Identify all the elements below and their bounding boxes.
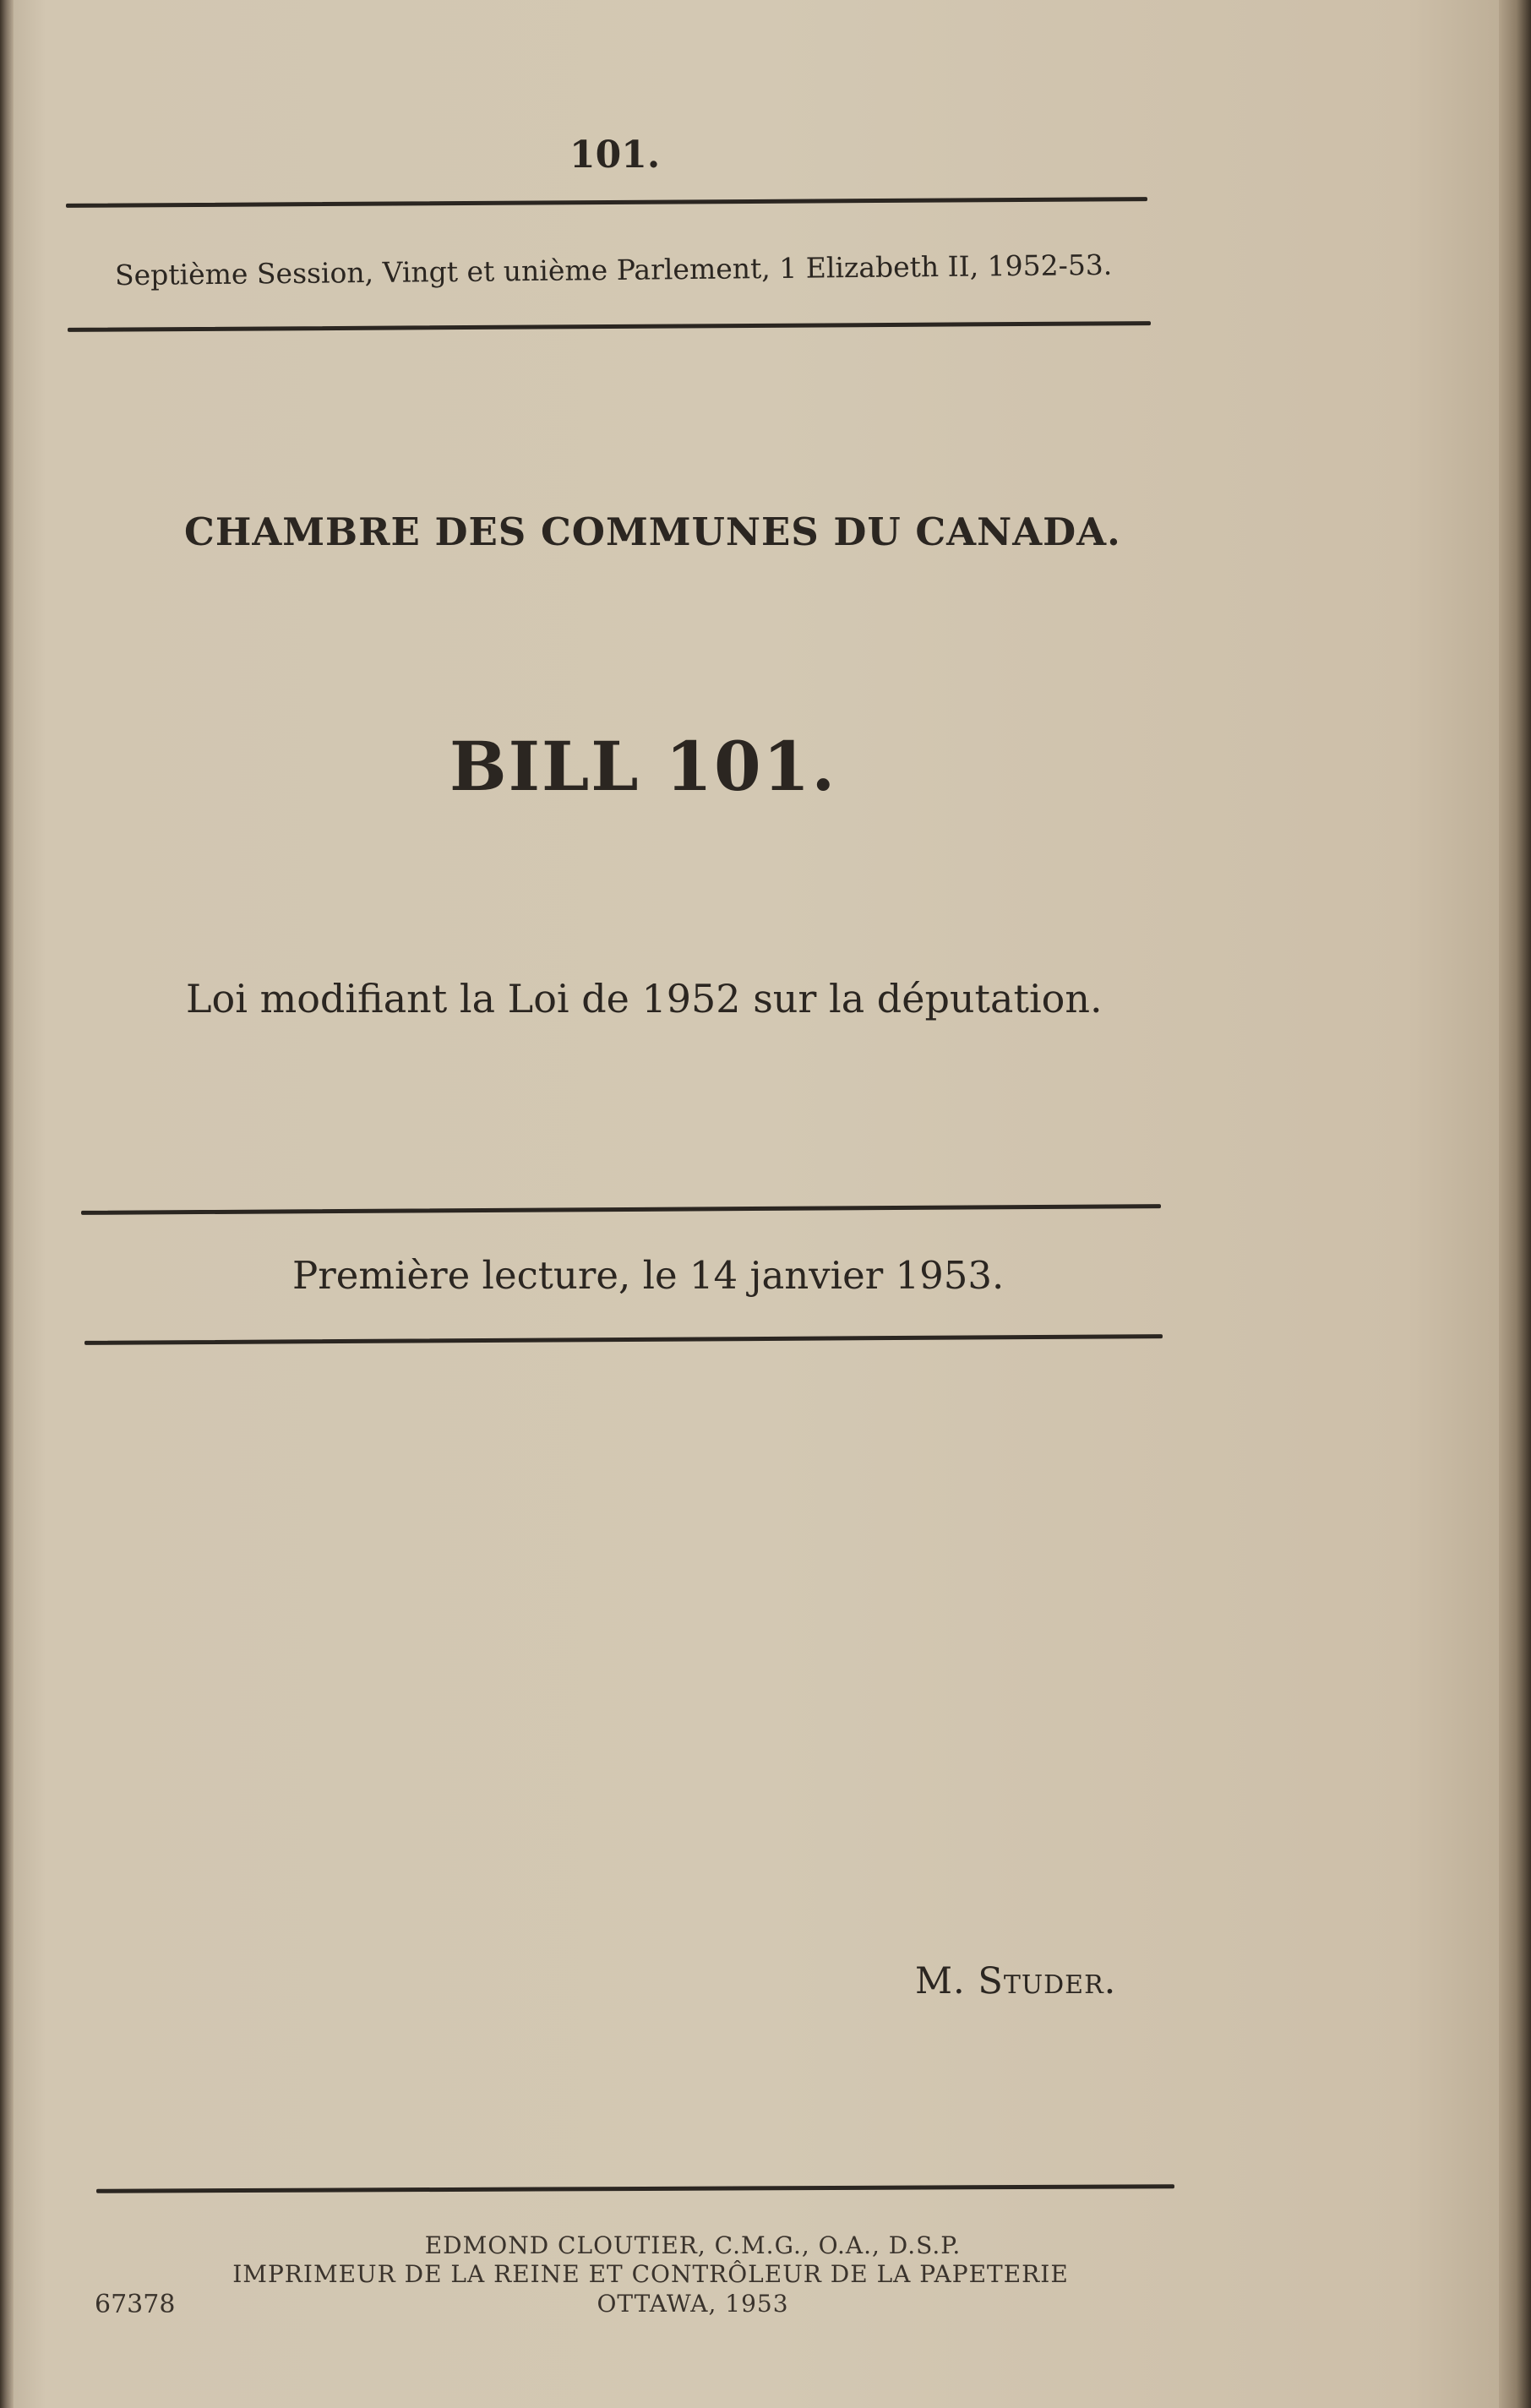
top-rule-2 <box>68 321 1151 332</box>
sponsor-prefix: M. <box>915 1960 966 2002</box>
chamber-heading: CHAMBRE DES COMMUNES DU CANADA. <box>184 509 1121 554</box>
footer-rule <box>96 2184 1174 2193</box>
sponsor-name: Studer. <box>978 1960 1117 2002</box>
first-reading-date: Première lecture, le 14 janvier 1953. <box>292 1253 1005 1298</box>
printer-title: IMPRIMEUR DE LA REINE ET CONTRÔLEUR DE LA PAPETERIE <box>232 2260 1069 2288</box>
left-binding-edge <box>0 0 14 2408</box>
printer-name: EDMOND CLOUTIER, C.M.G., O.A., D.S.P. <box>424 2231 962 2259</box>
sponsor-line <box>915 1960 1116 2002</box>
job-number: 67378 <box>95 2290 176 2319</box>
middle-rule-1 <box>81 1204 1161 1215</box>
bill-title: BILL 101. <box>449 727 837 806</box>
right-page-edge <box>1499 0 1531 2408</box>
printer-place-year: OTTAWA, 1953 <box>597 2290 789 2318</box>
session-line: Septième Session, Vingt et unième Parlement, 1 Elizabeth II, 1952-53. <box>114 248 1113 292</box>
bill-number-header: 101. <box>569 133 661 177</box>
top-rule-1 <box>66 197 1147 208</box>
middle-rule-2 <box>84 1334 1163 1345</box>
bill-description: Loi modifiant la Loi de 1952 sur la députation. <box>186 976 1103 1021</box>
